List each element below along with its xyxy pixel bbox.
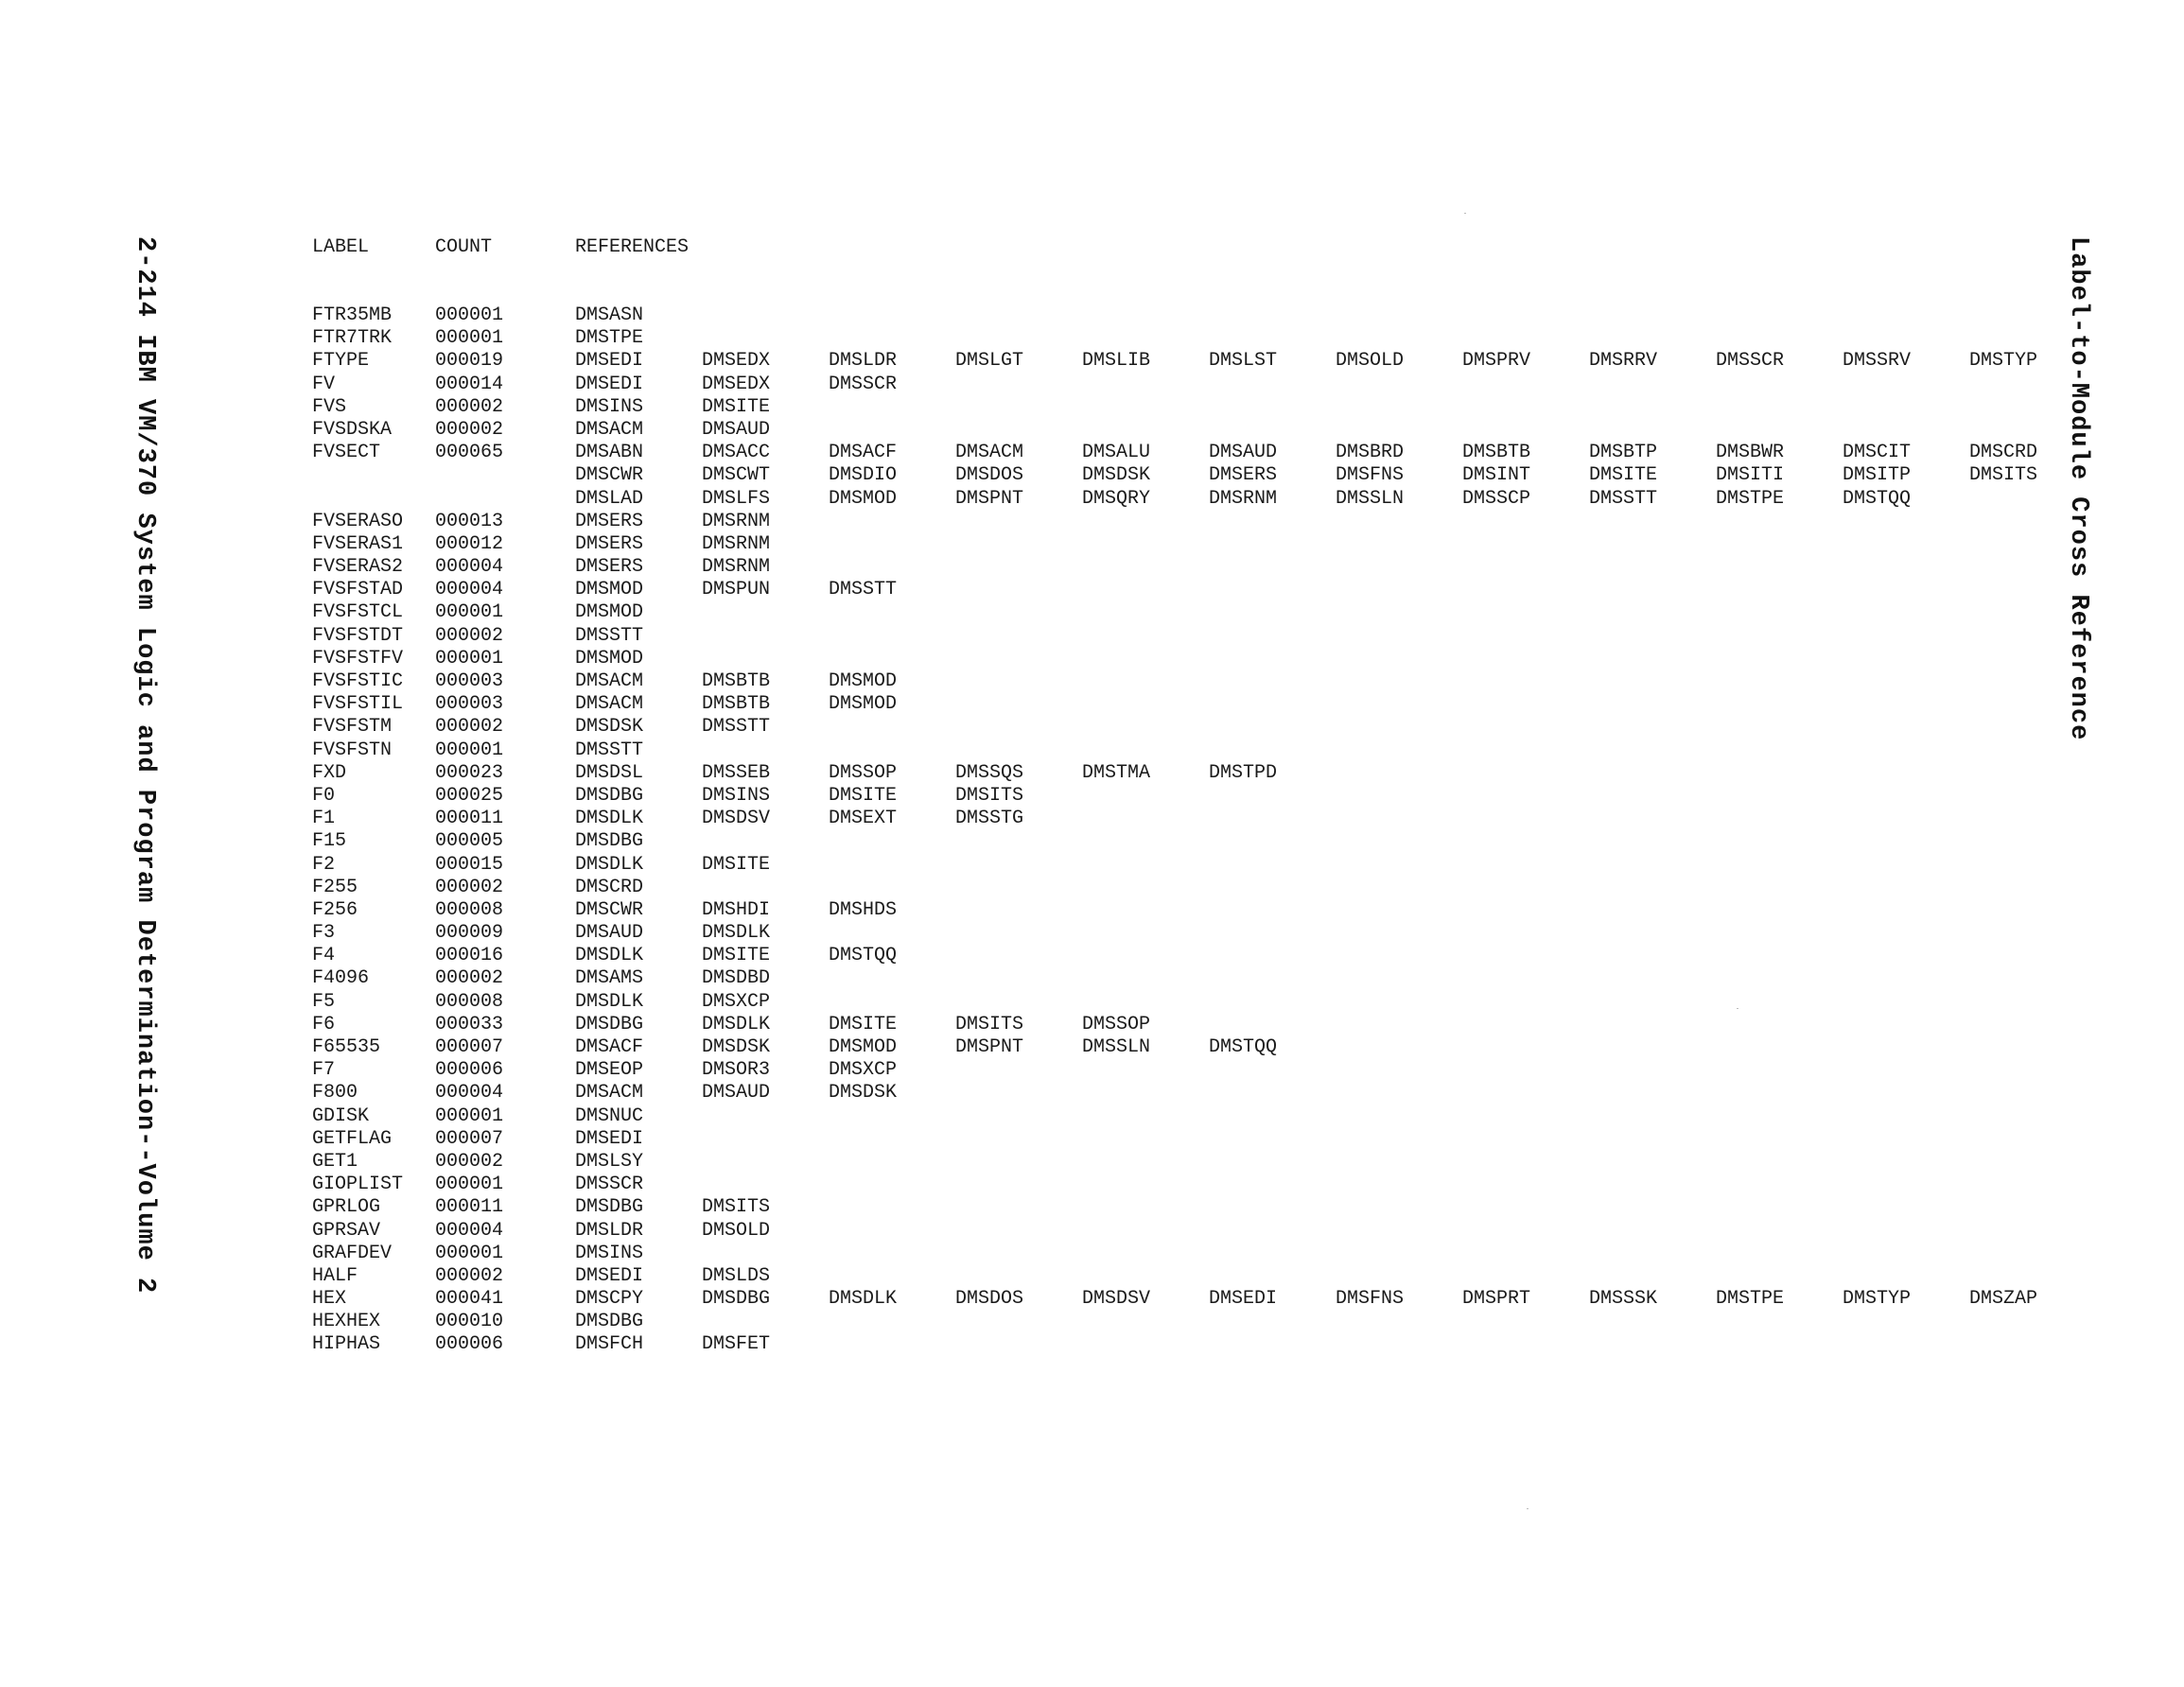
row-label: HALF (312, 1264, 358, 1287)
reference-module: DMSTQQ (1843, 487, 1912, 510)
reference-module: DMSNUC (575, 1104, 644, 1127)
reference-module: DMSHDS (829, 898, 898, 921)
reference-module: DMSDLK (575, 808, 644, 830)
reference-module: DMSBTB (1462, 442, 1531, 464)
reference-module: DMSDBG (575, 1013, 644, 1035)
row-label: F65535 (312, 1036, 381, 1058)
row-label: FVSFSTIL (312, 693, 404, 716)
reference-module: DMSFNS (1336, 464, 1405, 487)
row-count: 000019 (435, 350, 504, 373)
reference-module: DMSALU (1082, 442, 1151, 464)
reference-module: DMSEDX (702, 373, 771, 395)
reference-module: DMSTMA (1082, 761, 1151, 784)
reference-module: DMSINS (575, 1242, 644, 1264)
reference-module: DMSLDS (702, 1264, 771, 1287)
row-label: F1 (312, 808, 336, 830)
row-count: 000025 (435, 784, 504, 807)
reference-module: DMSCWR (575, 898, 644, 921)
reference-module: DMSRNM (702, 532, 771, 555)
reference-module: DMSRNM (702, 556, 771, 579)
reference-module: DMSBWR (1716, 442, 1785, 464)
row-count: 000014 (435, 373, 504, 395)
reference-module: DMSACM (575, 670, 644, 692)
row-label: HEX (312, 1288, 347, 1311)
reference-module: DMSDSV (702, 808, 771, 830)
reference-module: DMSBRD (1336, 442, 1405, 464)
reference-module: DMSINS (702, 784, 771, 807)
reference-module: DMSITS (1969, 464, 2038, 487)
reference-module: DMSITS (955, 1013, 1024, 1035)
row-label: FV (312, 373, 336, 395)
reference-module: DMSASN (575, 304, 644, 326)
row-count: 000002 (435, 624, 504, 647)
row-label: FVSFSTIC (312, 670, 404, 692)
reference-module: DMSSCP (1462, 487, 1531, 510)
page-header-left: 2-214 IBM VM/370 System Logic and Program Determination--Volume 2 (131, 236, 159, 1295)
reference-module: DMSSCR (829, 373, 898, 395)
row-count: 000007 (435, 1127, 504, 1150)
reference-module: DMSMOD (829, 693, 898, 716)
reference-module: DMSDLK (575, 853, 644, 876)
reference-module: DMSTQQ (829, 945, 898, 967)
reference-module: DMSEDI (575, 373, 644, 395)
row-count: 000004 (435, 556, 504, 579)
row-count: 000015 (435, 853, 504, 876)
reference-module: DMSITE (702, 853, 771, 876)
reference-module: DMSACM (575, 693, 644, 716)
reference-module: DMSMOD (829, 1036, 898, 1058)
reference-module: DMSTQQ (1209, 1036, 1278, 1058)
reference-module: DMSPRV (1462, 350, 1531, 373)
reference-module: DMSAMS (575, 967, 644, 990)
reference-module: DMSOLD (1336, 350, 1405, 373)
row-label: GET1 (312, 1150, 358, 1173)
reference-module: DMSCWR (575, 464, 644, 487)
reference-module: DMSOR3 (702, 1059, 771, 1082)
reference-module: DMSOLD (702, 1219, 771, 1242)
row-label: F800 (312, 1082, 358, 1104)
reference-module: DMSDBG (575, 784, 644, 807)
row-label: F7 (312, 1059, 336, 1082)
reference-module: DMSDSK (702, 1036, 771, 1058)
row-count: 000002 (435, 967, 504, 990)
row-label: GETFLAG (312, 1127, 393, 1150)
row-label: F5 (312, 990, 336, 1013)
row-count: 000002 (435, 395, 504, 418)
reference-module: DMSPNT (955, 487, 1024, 510)
row-label: F6 (312, 1013, 336, 1035)
header-count: COUNT (435, 236, 493, 258)
reference-module: DMSINT (1462, 464, 1531, 487)
row-label: GRAFDEV (312, 1242, 393, 1264)
reference-module: DMSERS (575, 556, 644, 579)
reference-module: DMSERS (575, 532, 644, 555)
row-count: 000001 (435, 739, 504, 761)
reference-module: DMSDBG (575, 830, 644, 853)
reference-module: DMSMOD (575, 579, 644, 601)
row-count: 000003 (435, 693, 504, 716)
row-label: HEXHEX (312, 1311, 381, 1333)
reference-module: DMSLGT (955, 350, 1024, 373)
reference-module: DMSQRY (1082, 487, 1151, 510)
row-count: 000011 (435, 1196, 504, 1219)
row-label: FVSERAS1 (312, 532, 404, 555)
row-count: 000016 (435, 945, 504, 967)
reference-module: DMSITS (955, 784, 1024, 807)
reference-module: DMSSCR (1716, 350, 1785, 373)
reference-module: DMSEXT (829, 808, 898, 830)
reference-module: DMSAUD (702, 418, 771, 441)
reference-module: DMSLIB (1082, 350, 1151, 373)
reference-module: DMSCIT (1843, 442, 1912, 464)
row-label: FTR7TRK (312, 327, 393, 350)
row-count: 000004 (435, 1082, 504, 1104)
reference-module: DMSDLK (829, 1288, 898, 1311)
reference-module: DMSPUN (702, 579, 771, 601)
reference-module: DMSSTG (955, 808, 1024, 830)
reference-module: DMSITE (702, 395, 771, 418)
row-count: 000002 (435, 418, 504, 441)
reference-module: DMSTPE (575, 327, 644, 350)
row-count: 000041 (435, 1288, 504, 1311)
header-references: REFERENCES (575, 236, 690, 258)
reference-module: DMSSTT (829, 579, 898, 601)
reference-module: DMSDBD (702, 967, 771, 990)
row-count: 000012 (435, 532, 504, 555)
row-count: 000002 (435, 876, 504, 898)
row-label: FVSECT (312, 442, 381, 464)
header-label: LABEL (312, 236, 370, 258)
row-count: 000001 (435, 327, 504, 350)
row-count: 000004 (435, 1219, 504, 1242)
page-header-right: Label-to-Module Cross Reference (2064, 236, 2092, 741)
reference-module: DMSCWT (702, 464, 771, 487)
reference-module: DMSRNM (1209, 487, 1278, 510)
reference-module: DMSHDI (702, 898, 771, 921)
reference-module: DMSEDX (702, 350, 771, 373)
reference-module: DMSSTT (1589, 487, 1658, 510)
reference-module: DMSITP (1843, 464, 1912, 487)
reference-module: DMSTPD (1209, 761, 1278, 784)
row-count: 000023 (435, 761, 504, 784)
reference-module: DMSDLK (575, 990, 644, 1013)
reference-module: DMSITE (1589, 464, 1658, 487)
row-count: 000001 (435, 647, 504, 670)
row-count: 000010 (435, 1311, 504, 1333)
reference-module: DMSZAP (1969, 1288, 2038, 1311)
row-label: FVSFSTAD (312, 579, 404, 601)
reference-module: DMSEDI (575, 350, 644, 373)
row-count: 000065 (435, 442, 504, 464)
reference-module: DMSERS (1209, 464, 1278, 487)
reference-module: DMSEOP (575, 1059, 644, 1082)
reference-module: DMSLST (1209, 350, 1278, 373)
row-label: GIOPLIST (312, 1174, 404, 1196)
reference-module: DMSLDR (829, 350, 898, 373)
reference-module: DMSACM (575, 418, 644, 441)
reference-module: DMSACC (702, 442, 771, 464)
reference-module: DMSSOP (1082, 1013, 1151, 1035)
reference-module: DMSSCR (575, 1174, 644, 1196)
row-label: F2 (312, 853, 336, 876)
reference-module: DMSDLK (702, 922, 771, 945)
reference-module: DMSMOD (575, 601, 644, 624)
reference-module: DMSITE (702, 945, 771, 967)
reference-module: DMSDSK (1082, 464, 1151, 487)
reference-module: DMSLFS (702, 487, 771, 510)
reference-module: DMSXCP (702, 990, 771, 1013)
reference-module: DMSEDI (1209, 1288, 1278, 1311)
row-label: GPRLOG (312, 1196, 381, 1219)
reference-module: DMSSOP (829, 761, 898, 784)
reference-module: DMSLDR (575, 1219, 644, 1242)
reference-module: DMSSLN (1336, 487, 1405, 510)
reference-module: DMSSTT (575, 624, 644, 647)
row-count: 000001 (435, 1242, 504, 1264)
reference-module: DMSEDI (575, 1127, 644, 1150)
reference-module: DMSTPE (1716, 1288, 1785, 1311)
row-label: F4 (312, 945, 336, 967)
reference-module: DMSSQS (955, 761, 1024, 784)
row-count: 000006 (435, 1333, 504, 1356)
reference-module: DMSTYP (1843, 1288, 1912, 1311)
reference-module: DMSBTB (702, 670, 771, 692)
reference-module: DMSITS (702, 1196, 771, 1219)
reference-module: DMSFNS (1336, 1288, 1405, 1311)
row-label: F255 (312, 876, 358, 898)
row-label: FVSERAS2 (312, 556, 404, 579)
reference-module: DMSDSL (575, 761, 644, 784)
row-count: 000033 (435, 1013, 504, 1035)
reference-module: DMSITE (829, 1013, 898, 1035)
reference-module: DMSDLK (575, 945, 644, 967)
reference-module: DMSSEB (702, 761, 771, 784)
row-count: 000006 (435, 1059, 504, 1082)
row-label: F0 (312, 784, 336, 807)
row-count: 000003 (435, 670, 504, 692)
row-label: FVSFSTN (312, 739, 393, 761)
reference-module: DMSCRD (1969, 442, 2038, 464)
row-count: 000001 (435, 304, 504, 326)
reference-module: DMSERS (575, 510, 644, 532)
reference-module: DMSACF (829, 442, 898, 464)
row-count: 000004 (435, 579, 504, 601)
reference-module: DMSSSK (1589, 1288, 1658, 1311)
reference-module: DMSSTT (702, 716, 771, 739)
reference-module: DMSSRV (1843, 350, 1912, 373)
row-count: 000005 (435, 830, 504, 853)
row-count: 000002 (435, 716, 504, 739)
reference-module: DMSAUD (575, 922, 644, 945)
reference-module: DMSMOD (829, 487, 898, 510)
scan-speck (1527, 1508, 1529, 1509)
row-count: 000008 (435, 990, 504, 1013)
scan-speck (1737, 1008, 1738, 1009)
reference-module: DMSRNM (702, 510, 771, 532)
reference-module: DMSITI (1716, 464, 1785, 487)
row-label: HIPHAS (312, 1333, 381, 1356)
row-label: FXD (312, 761, 347, 784)
reference-module: DMSDBG (575, 1196, 644, 1219)
reference-module: DMSDSK (575, 716, 644, 739)
reference-module: DMSSTT (575, 739, 644, 761)
reference-module: DMSCPY (575, 1288, 644, 1311)
reference-module: DMSDBG (702, 1288, 771, 1311)
reference-module: DMSAUD (702, 1082, 771, 1104)
row-count: 000009 (435, 922, 504, 945)
reference-module: DMSDOS (955, 464, 1024, 487)
row-count: 000008 (435, 898, 504, 921)
row-label: GDISK (312, 1104, 370, 1127)
reference-module: DMSRRV (1589, 350, 1658, 373)
row-count: 000013 (435, 510, 504, 532)
row-label: GPRSAV (312, 1219, 381, 1242)
row-label: FVSFSTFV (312, 647, 404, 670)
reference-module: DMSABN (575, 442, 644, 464)
row-label: FVSDSKA (312, 418, 393, 441)
reference-module: DMSDOS (955, 1288, 1024, 1311)
reference-module: DMSPNT (955, 1036, 1024, 1058)
reference-module: DMSAUD (1209, 442, 1278, 464)
reference-module: DMSDLK (702, 1013, 771, 1035)
reference-module: DMSDIO (829, 464, 898, 487)
reference-module: DMSTYP (1969, 350, 2038, 373)
reference-module: DMSBTP (1589, 442, 1658, 464)
reference-module: DMSSLN (1082, 1036, 1151, 1058)
row-label: F4096 (312, 967, 370, 990)
row-count: 000011 (435, 808, 504, 830)
reference-module: DMSDSK (829, 1082, 898, 1104)
reference-module: DMSDBG (575, 1311, 644, 1333)
reference-module: DMSACM (575, 1082, 644, 1104)
row-count: 000001 (435, 1174, 504, 1196)
reference-module: DMSPRT (1462, 1288, 1531, 1311)
row-label: FVS (312, 395, 347, 418)
reference-module: DMSBTB (702, 693, 771, 716)
reference-module: DMSACM (955, 442, 1024, 464)
reference-module: DMSINS (575, 395, 644, 418)
row-count: 000007 (435, 1036, 504, 1058)
reference-module: DMSLAD (575, 487, 644, 510)
reference-module: DMSLSY (575, 1150, 644, 1173)
reference-module: DMSTPE (1716, 487, 1785, 510)
reference-module: DMSXCP (829, 1059, 898, 1082)
row-label: FVSERASO (312, 510, 404, 532)
row-label: FVSFSTM (312, 716, 393, 739)
reference-module: DMSMOD (829, 670, 898, 692)
reference-module: DMSEDI (575, 1264, 644, 1287)
row-label: F3 (312, 922, 336, 945)
row-label: FTYPE (312, 350, 370, 373)
reference-module: DMSMOD (575, 647, 644, 670)
reference-module: DMSITE (829, 784, 898, 807)
reference-module: DMSCRD (575, 876, 644, 898)
row-count: 000001 (435, 1104, 504, 1127)
row-label: FVSFSTDT (312, 624, 404, 647)
row-count: 000001 (435, 601, 504, 624)
row-label: FVSFSTCL (312, 601, 404, 624)
row-count: 000002 (435, 1150, 504, 1173)
reference-module: DMSFET (702, 1333, 771, 1356)
reference-module: DMSDSV (1082, 1288, 1151, 1311)
reference-module: DMSFCH (575, 1333, 644, 1356)
row-label: F256 (312, 898, 358, 921)
row-label: FTR35MB (312, 304, 393, 326)
reference-module: DMSACF (575, 1036, 644, 1058)
scan-speck (1464, 213, 1466, 214)
row-label: F15 (312, 830, 347, 853)
row-count: 000002 (435, 1264, 504, 1287)
